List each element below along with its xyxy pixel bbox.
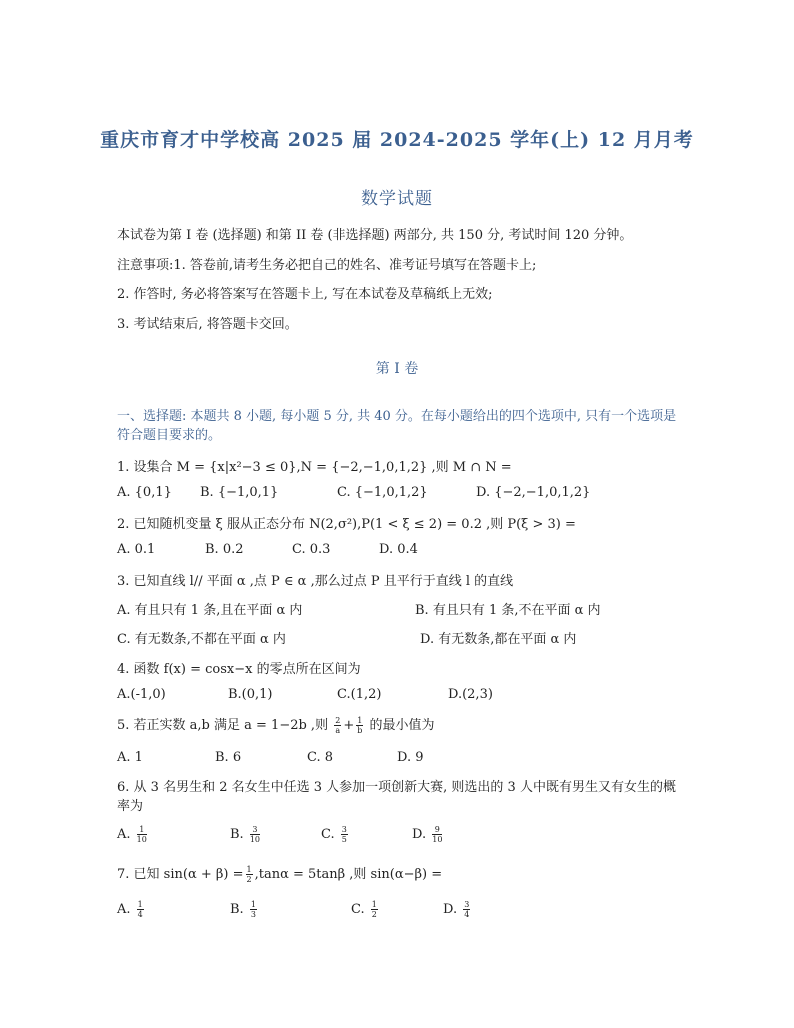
- q6-option-b: [230, 825, 262, 844]
- q4-option-b: B.(0,1): [228, 687, 273, 702]
- fraction-denominator: 2: [246, 875, 252, 884]
- option-fraction: [371, 900, 378, 919]
- fraction-numerator: 9: [432, 825, 442, 835]
- option-label: D.: [412, 827, 427, 842]
- option-label: B.: [230, 827, 244, 842]
- option-label: C.: [321, 827, 335, 842]
- fraction-denominator: a: [335, 726, 341, 735]
- q7-stem-post: ,tanα = 5tanβ ,则 sin(α−β) =: [254, 867, 443, 882]
- option-label: B.: [230, 902, 244, 917]
- q5-stem-pre: 5. 若正实数 a,b 满足 a = 1−2b ,则: [117, 718, 329, 733]
- section-heading: 一、选择题: 本题共 8 小题, 每小题 5 分, 共 40 分。在每小题给出的四个选项中, 只有一个选项是符合题目要求的。: [117, 409, 677, 443]
- fraction-numerator: 1: [357, 716, 363, 725]
- fraction-denominator: 10: [432, 835, 443, 844]
- q3-option-d: D. 有无数条,都在平面 α 内: [420, 632, 577, 647]
- q1-option-b: B. {−1,0,1}: [200, 485, 279, 500]
- q5-option-d: D. 9: [397, 750, 424, 765]
- fraction-numerator: 1: [137, 825, 147, 835]
- q3-option-a: A. 有且只有 1 条,且在平面 α 内: [117, 603, 303, 618]
- volume-label: 第 I 卷: [375, 361, 419, 377]
- option-fraction: [137, 825, 147, 844]
- q5-fraction-1: [334, 716, 341, 735]
- exam-title: 重庆市育才中学校高 2025 届 2024-2025 学年(上) 12 月月考: [100, 129, 694, 151]
- q4-option-a: A.(-1,0): [117, 687, 166, 702]
- q5-option-b: B. 6: [215, 750, 242, 765]
- note-line: 注意事项:1. 答卷前,请考生务必把自己的姓名、准考证号填写在答题卡上;: [117, 258, 537, 273]
- q1-option-a: A. {0,1}: [117, 485, 172, 500]
- q7-fraction: [246, 865, 253, 884]
- q4-option-d: D.(2,3): [448, 687, 493, 702]
- option-fraction: [463, 900, 470, 919]
- note-line: 2. 作答时, 务必将答案写在答题卡上, 写在本试卷及草稿纸上无效;: [117, 287, 493, 302]
- plus-sign: +: [343, 718, 355, 733]
- q5-option-a: A. 1: [117, 750, 143, 765]
- question-3: 3. 已知直线 l// 平面 α ,点 P ∈ α ,那么过点 P 且平行于直线 l 的直线: [117, 574, 514, 589]
- fraction-denominator: 3: [250, 910, 256, 919]
- q2-option-a: A. 0.1: [117, 542, 156, 557]
- q7-option-d: [443, 900, 472, 919]
- option-label: A.: [117, 902, 131, 917]
- fraction-denominator: 10: [249, 835, 261, 844]
- fraction-numerator: 3: [341, 825, 347, 834]
- q7-stem-pre: 7. 已知 sin(α + β) =: [117, 867, 244, 882]
- option-label: A.: [117, 827, 131, 842]
- q3-option-c: C. 有无数条,不都在平面 α 内: [117, 632, 286, 647]
- exam-subtitle: 数学试题: [361, 189, 433, 209]
- fraction-denominator: 4: [464, 910, 470, 919]
- q2-option-b: B. 0.2: [205, 542, 244, 557]
- fraction-numerator: 1: [250, 900, 256, 909]
- q2-option-d: D. 0.4: [379, 542, 418, 557]
- question-5: [117, 714, 434, 735]
- q5-stem-post: 的最小值为: [369, 718, 435, 733]
- option-label: D.: [443, 902, 458, 917]
- q6-option-d: [412, 825, 444, 844]
- question-7: [117, 863, 442, 884]
- q1-option-d: D. {−2,−1,0,1,2}: [476, 485, 591, 500]
- q3-option-b: B. 有且只有 1 条,不在平面 α 内: [415, 603, 601, 618]
- question-6: 6. 从 3 名男生和 2 名女生中任选 3 人参加一项创新大赛, 则选出的 3 人中既有男生又有女生的概率为: [117, 780, 676, 814]
- fraction-numerator: 1: [137, 900, 143, 909]
- option-fraction: [432, 825, 442, 844]
- fraction-denominator: 4: [137, 910, 143, 919]
- q7-option-a: [117, 900, 146, 919]
- fraction-denominator: 10: [136, 835, 147, 844]
- q6-option-c: [321, 825, 350, 844]
- option-fraction: [250, 900, 257, 919]
- fraction-numerator: 1: [371, 900, 377, 909]
- question-1: 1. 设集合 M = {x|x²−3 ≤ 0},N = {−2,−1,0,1,2} ,则 M ∩ N =: [117, 460, 512, 475]
- q7-option-c: [351, 900, 380, 919]
- q5-fraction-2: [356, 716, 363, 735]
- question-2: 2. 已知随机变量 ξ 服从正态分布 N(2,σ²),P(1 < ξ ≤ 2) = 0.2 ,则 P(ξ > 3) =: [117, 517, 576, 532]
- option-fraction: [137, 900, 144, 919]
- question-4: 4. 函数 f(x) = cosx−x 的零点所在区间为: [117, 662, 361, 677]
- fraction-numerator: 3: [250, 825, 260, 835]
- fraction-denominator: 2: [371, 910, 377, 919]
- fraction-numerator: 2: [335, 716, 341, 725]
- q2-option-c: C. 0.3: [292, 542, 331, 557]
- option-fraction: [341, 825, 348, 844]
- fraction-numerator: 3: [464, 900, 470, 909]
- q6-option-a: [117, 825, 149, 844]
- option-fraction: [250, 825, 260, 844]
- fraction-numerator: 1: [246, 865, 252, 874]
- note-line: 3. 考试结束后, 将答题卡交回。: [117, 317, 298, 332]
- q4-option-c: C.(1,2): [337, 687, 382, 702]
- note-line: 本试卷为第 I 卷 (选择题) 和第 II 卷 (非选择题) 两部分, 共 150 分, 考试时间 120 分钟。: [117, 228, 633, 243]
- option-label: C.: [351, 902, 365, 917]
- fraction-denominator: b: [357, 726, 363, 735]
- fraction-denominator: 5: [341, 835, 347, 844]
- q7-option-b: [230, 900, 259, 919]
- q1-option-c: C. {−1,0,1,2}: [337, 485, 428, 500]
- q5-option-c: C. 8: [307, 750, 334, 765]
